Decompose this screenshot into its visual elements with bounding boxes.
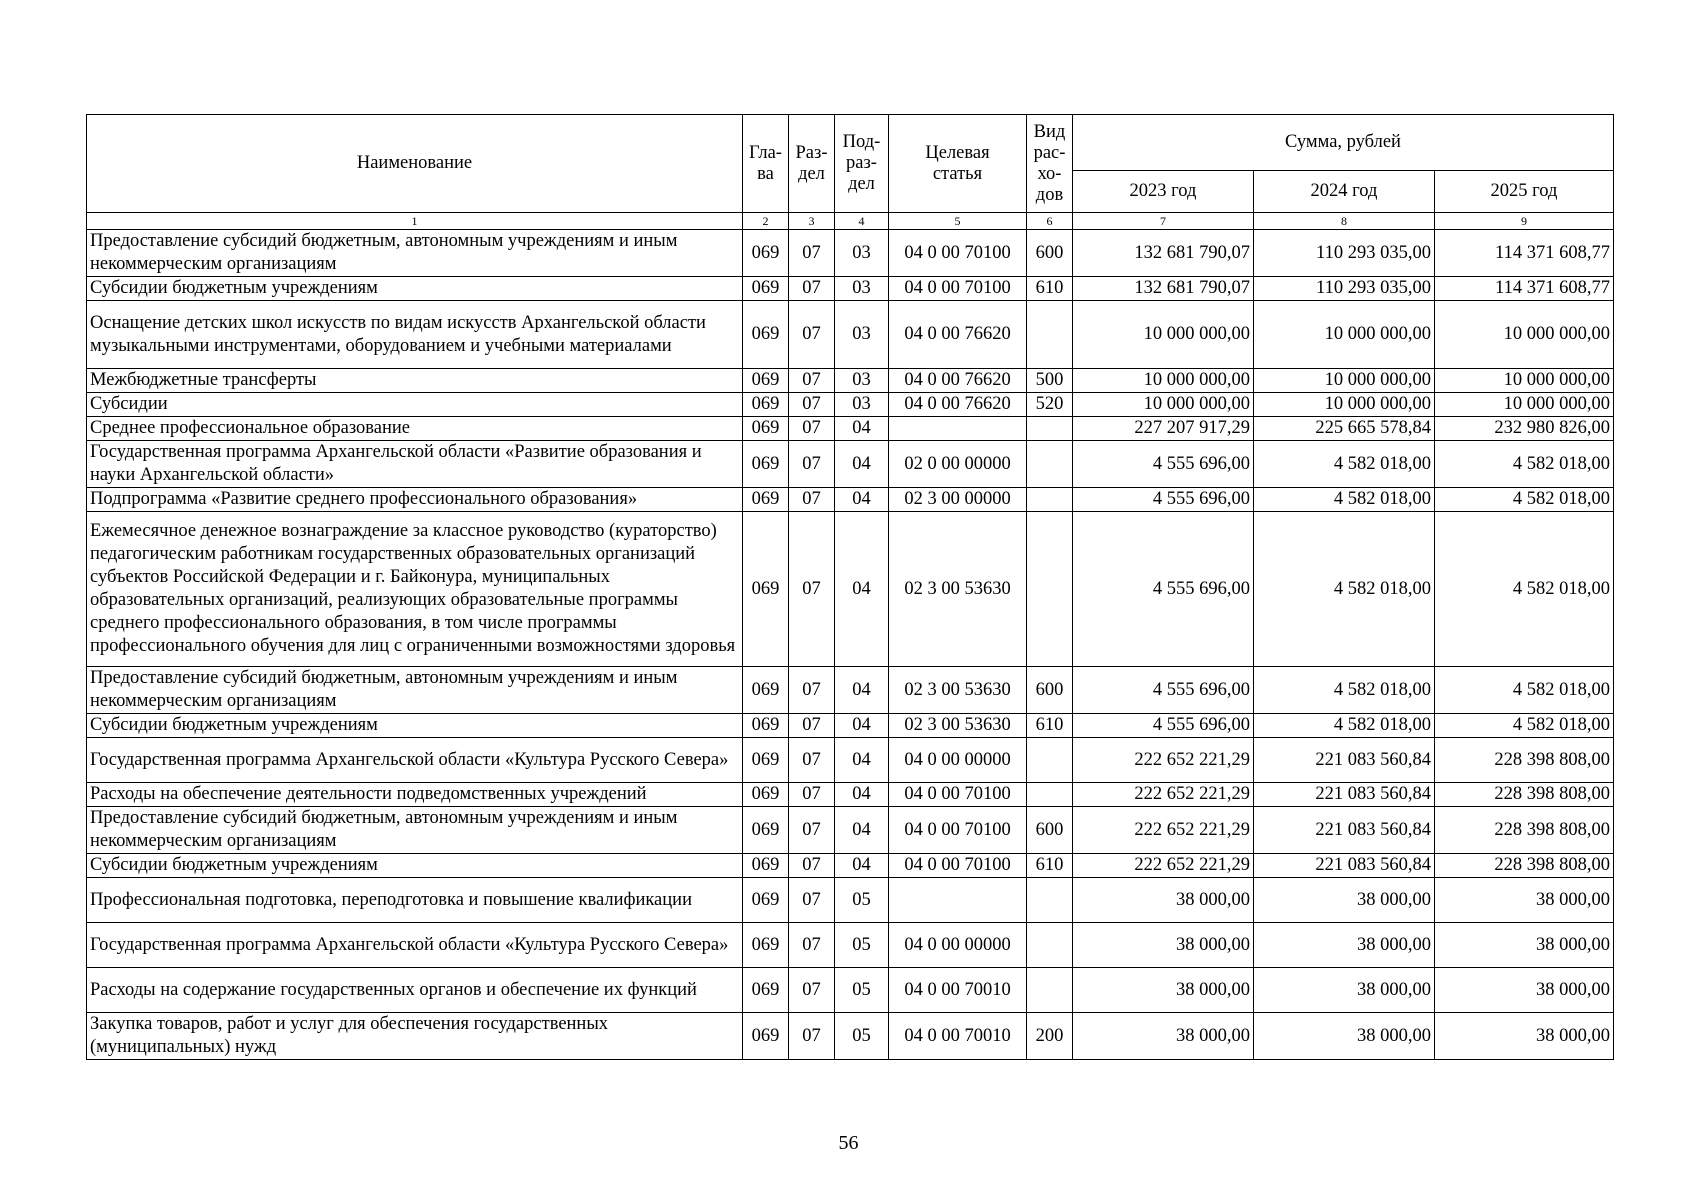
table-row [87,230,1614,277]
row-amount-2025: 10 000 000,00 [1435,369,1614,393]
row-chapter: 069 [743,277,789,301]
row-section: 07 [789,968,835,1013]
column-number: 1 [87,213,743,230]
row-chapter: 069 [743,230,789,277]
row-amount-2023: 38 000,00 [1073,968,1254,1013]
row-chapter: 069 [743,714,789,738]
row-section: 07 [789,714,835,738]
table-header [87,115,1614,213]
row-section: 07 [789,301,835,369]
row-expense-type: 610 [1027,277,1073,301]
row-amount-2023: 222 652 221,29 [1073,738,1254,783]
row-amount-2025: 228 398 808,00 [1435,783,1614,807]
row-amount-2025: 38 000,00 [1435,923,1614,968]
row-amount-2023: 4 555 696,00 [1073,714,1254,738]
row-amount-2025: 10 000 000,00 [1435,301,1614,369]
row-target: 04 0 00 76620 [889,393,1027,417]
column-number-row [87,213,1614,230]
row-amount-2024: 4 582 018,00 [1254,488,1435,512]
row-subsection: 03 [835,301,889,369]
table-row [87,854,1614,878]
row-expense-type: 600 [1027,807,1073,854]
row-chapter: 069 [743,369,789,393]
row-amount-2025: 4 582 018,00 [1435,714,1614,738]
table-row [87,301,1614,369]
row-section: 07 [789,417,835,441]
row-subsection: 05 [835,968,889,1013]
row-amount-2023: 132 681 790,07 [1073,230,1254,277]
row-section: 07 [789,923,835,968]
column-number: 5 [889,213,1027,230]
row-target: 04 0 00 76620 [889,301,1027,369]
row-chapter: 069 [743,783,789,807]
row-amount-2024: 38 000,00 [1254,968,1435,1013]
row-section: 07 [789,738,835,783]
row-name: Государственная программа Архангельской области «Развитие образования и науки Архангельской области» [87,441,743,488]
row-subsection: 03 [835,230,889,277]
row-amount-2023: 4 555 696,00 [1073,441,1254,488]
row-target: 04 0 00 00000 [889,738,1027,783]
row-target: 04 0 00 70100 [889,277,1027,301]
row-amount-2024: 38 000,00 [1254,878,1435,923]
row-name: Государственная программа Архангельской области «Культура Русского Севера» [87,738,743,783]
column-number: 7 [1073,213,1254,230]
row-amount-2023: 38 000,00 [1073,878,1254,923]
row-amount-2024: 38 000,00 [1254,923,1435,968]
row-chapter: 069 [743,488,789,512]
row-expense-type: 520 [1027,393,1073,417]
row-subsection: 05 [835,923,889,968]
row-amount-2024: 4 582 018,00 [1254,512,1435,667]
row-section: 07 [789,807,835,854]
row-expense-type: 610 [1027,854,1073,878]
row-target [889,878,1027,923]
row-name: Профессиональная подготовка, переподготовка и повышение квалификации [87,878,743,923]
row-expense-type [1027,783,1073,807]
row-amount-2024: 10 000 000,00 [1254,393,1435,417]
row-section: 07 [789,369,835,393]
row-section: 07 [789,277,835,301]
row-subsection: 04 [835,854,889,878]
row-subsection: 04 [835,512,889,667]
row-chapter: 069 [743,738,789,783]
column-number: 9 [1435,213,1614,230]
row-amount-2025: 4 582 018,00 [1435,512,1614,667]
row-chapter: 069 [743,854,789,878]
row-expense-type [1027,512,1073,667]
row-target [889,417,1027,441]
row-name: Закупка товаров, работ и услуг для обеспечения государственных (муниципальных) нужд [87,1013,743,1060]
row-name: Государственная программа Архангельской области «Культура Русского Севера» [87,923,743,968]
budget-table [86,114,1614,1060]
row-amount-2024: 4 582 018,00 [1254,441,1435,488]
row-subsection: 04 [835,441,889,488]
row-amount-2024: 4 582 018,00 [1254,667,1435,714]
row-amount-2023: 222 652 221,29 [1073,854,1254,878]
row-amount-2024: 221 083 560,84 [1254,854,1435,878]
table-row [87,417,1614,441]
row-subsection: 04 [835,417,889,441]
row-expense-type [1027,417,1073,441]
row-name: Среднее профессиональное образование [87,417,743,441]
row-subsection: 04 [835,667,889,714]
table-row [87,714,1614,738]
row-subsection: 05 [835,1013,889,1060]
row-name: Подпрограмма «Развитие среднего профессионального образования» [87,488,743,512]
page-number: 56 [838,1132,859,1154]
row-chapter: 069 [743,512,789,667]
row-section: 07 [789,783,835,807]
row-amount-2024: 221 083 560,84 [1254,807,1435,854]
row-amount-2024: 38 000,00 [1254,1013,1435,1060]
row-subsection: 04 [835,714,889,738]
row-expense-type [1027,738,1073,783]
row-amount-2023: 38 000,00 [1073,923,1254,968]
table-row [87,277,1614,301]
header-target: Целевая статья [889,115,1027,213]
row-amount-2023: 4 555 696,00 [1073,512,1254,667]
row-target: 02 0 00 00000 [889,441,1027,488]
row-subsection: 03 [835,369,889,393]
row-expense-type: 500 [1027,369,1073,393]
header-sum: Сумма, рублей [1073,115,1614,171]
row-section: 07 [789,230,835,277]
row-amount-2025: 38 000,00 [1435,1013,1614,1060]
table-body [87,213,1614,1060]
table-row [87,393,1614,417]
column-number: 3 [789,213,835,230]
row-amount-2023: 10 000 000,00 [1073,369,1254,393]
row-name: Предоставление субсидий бюджетным, автономным учреждениям и иным некоммерческим организациям [87,667,743,714]
row-amount-2023: 38 000,00 [1073,1013,1254,1060]
row-target: 04 0 00 70100 [889,854,1027,878]
row-amount-2024: 10 000 000,00 [1254,301,1435,369]
row-target: 04 0 00 70100 [889,230,1027,277]
row-target: 04 0 00 70100 [889,807,1027,854]
row-expense-type [1027,878,1073,923]
row-target: 04 0 00 70010 [889,968,1027,1013]
row-subsection: 03 [835,393,889,417]
row-chapter: 069 [743,667,789,714]
row-section: 07 [789,441,835,488]
row-chapter: 069 [743,923,789,968]
row-amount-2025: 228 398 808,00 [1435,807,1614,854]
row-amount-2025: 4 582 018,00 [1435,488,1614,512]
row-chapter: 069 [743,441,789,488]
row-name: Субсидии бюджетным учреждениям [87,714,743,738]
row-name: Предоставление субсидий бюджетным, автономным учреждениям и иным некоммерческим организациям [87,807,743,854]
row-name: Ежемесячное денежное вознаграждение за классное руководство (кураторство) педагогическим работникам государственных образовательных организаций субъектов Российской Федерации и г. Байконура, муниципальных образовательных организаций, реализующих образовательные программы среднего профессионального образования, в том числе программы профессионального обучения для лиц с ограниченными возможностями здоровья [87,512,743,667]
row-amount-2025: 4 582 018,00 [1435,441,1614,488]
header-year-2023: 2023 год [1073,171,1254,213]
row-expense-type [1027,488,1073,512]
table-row [87,878,1614,923]
row-target: 04 0 00 70010 [889,1013,1027,1060]
table-row [87,923,1614,968]
row-name: Расходы на обеспечение деятельности подведомственных учреждений [87,783,743,807]
column-number: 2 [743,213,789,230]
row-amount-2023: 10 000 000,00 [1073,301,1254,369]
row-amount-2025: 114 371 608,77 [1435,230,1614,277]
table-row [87,738,1614,783]
row-chapter: 069 [743,393,789,417]
table-row [87,968,1614,1013]
table-row [87,441,1614,488]
row-subsection: 03 [835,277,889,301]
row-chapter: 069 [743,301,789,369]
row-amount-2024: 4 582 018,00 [1254,714,1435,738]
row-amount-2024: 225 665 578,84 [1254,417,1435,441]
header-year-2025: 2025 год [1435,171,1614,213]
header-year-2024: 2024 год [1254,171,1435,213]
row-expense-type [1027,301,1073,369]
row-amount-2023: 222 652 221,29 [1073,783,1254,807]
row-section: 07 [789,878,835,923]
row-expense-type: 600 [1027,230,1073,277]
row-amount-2024: 221 083 560,84 [1254,738,1435,783]
table-row [87,667,1614,714]
row-amount-2023: 10 000 000,00 [1073,393,1254,417]
header-expense-type: Вид рас- хо- дов [1027,115,1073,213]
row-chapter: 069 [743,878,789,923]
row-chapter: 069 [743,807,789,854]
row-expense-type: 200 [1027,1013,1073,1060]
row-target: 04 0 00 00000 [889,923,1027,968]
row-section: 07 [789,393,835,417]
row-subsection: 05 [835,878,889,923]
row-name: Предоставление субсидий бюджетным, автономным учреждениям и иным некоммерческим организациям [87,230,743,277]
row-amount-2023: 4 555 696,00 [1073,667,1254,714]
row-section: 07 [789,488,835,512]
row-name: Субсидии бюджетным учреждениям [87,277,743,301]
row-amount-2025: 38 000,00 [1435,878,1614,923]
row-target: 02 3 00 53630 [889,714,1027,738]
row-expense-type [1027,968,1073,1013]
row-expense-type: 600 [1027,667,1073,714]
row-name: Субсидии бюджетным учреждениям [87,854,743,878]
row-amount-2025: 228 398 808,00 [1435,738,1614,783]
row-section: 07 [789,1013,835,1060]
row-expense-type [1027,923,1073,968]
row-amount-2025: 228 398 808,00 [1435,854,1614,878]
row-section: 07 [789,667,835,714]
row-target: 04 0 00 70100 [889,783,1027,807]
table-row [87,488,1614,512]
row-amount-2025: 114 371 608,77 [1435,277,1614,301]
table-row [87,512,1614,667]
row-amount-2023: 222 652 221,29 [1073,807,1254,854]
row-name: Субсидии [87,393,743,417]
row-amount-2025: 4 582 018,00 [1435,667,1614,714]
row-name: Расходы на содержание государственных органов и обеспечение их функций [87,968,743,1013]
row-subsection: 04 [835,783,889,807]
row-expense-type: 610 [1027,714,1073,738]
row-amount-2025: 232 980 826,00 [1435,417,1614,441]
row-expense-type [1027,441,1073,488]
row-chapter: 069 [743,968,789,1013]
row-subsection: 04 [835,738,889,783]
header-name: Наименование [87,115,743,213]
row-subsection: 04 [835,488,889,512]
row-amount-2024: 110 293 035,00 [1254,230,1435,277]
row-name: Оснащение детских школ искусств по видам искусств Архангельской области музыкальными инструментами, оборудованием и учебными материалами [87,301,743,369]
header-subsection: Под- раз- дел [835,115,889,213]
row-chapter: 069 [743,417,789,441]
table-row [87,783,1614,807]
row-amount-2024: 221 083 560,84 [1254,783,1435,807]
row-amount-2023: 132 681 790,07 [1073,277,1254,301]
header-section: Раз- дел [789,115,835,213]
row-name: Межбюджетные трансферты [87,369,743,393]
column-number: 8 [1254,213,1435,230]
row-amount-2023: 4 555 696,00 [1073,488,1254,512]
column-number: 6 [1027,213,1073,230]
column-number: 4 [835,213,889,230]
table-row [87,807,1614,854]
header-chapter: Гла- ва [743,115,789,213]
row-chapter: 069 [743,1013,789,1060]
row-target: 02 3 00 53630 [889,667,1027,714]
row-amount-2024: 10 000 000,00 [1254,369,1435,393]
table-row [87,369,1614,393]
row-amount-2025: 10 000 000,00 [1435,393,1614,417]
row-target: 04 0 00 76620 [889,369,1027,393]
table-row [87,1013,1614,1060]
row-subsection: 04 [835,807,889,854]
row-target: 02 3 00 53630 [889,512,1027,667]
row-amount-2023: 227 207 917,29 [1073,417,1254,441]
row-section: 07 [789,854,835,878]
row-section: 07 [789,512,835,667]
row-amount-2024: 110 293 035,00 [1254,277,1435,301]
row-amount-2025: 38 000,00 [1435,968,1614,1013]
row-target: 02 3 00 00000 [889,488,1027,512]
